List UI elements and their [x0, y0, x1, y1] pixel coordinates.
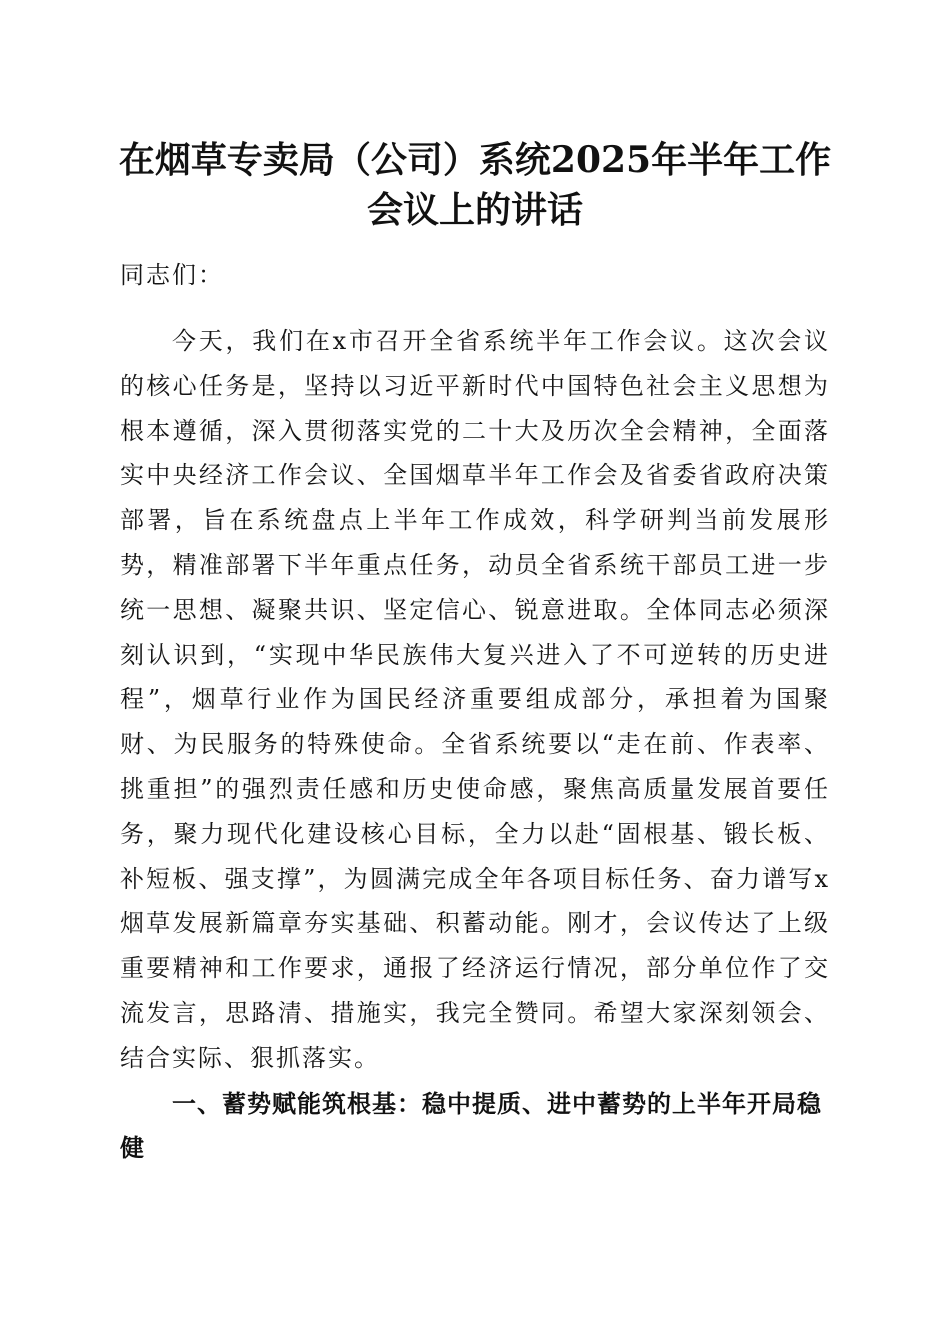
opening-paragraph: 今天，我们在x市召开全省系统半年工作会议。这次会议的核心任务是，坚持以习近平新时代中国特色社会主义思想为根本遵循，深入贯彻落实党的二十大及历次全会精神，全面落实中央经济工作会议、全国烟草半年工作会及省委省政府决策部署，旨在系统盘点上半年工作成效，科学研判当前发展形势，精准部署下半年重点任务，动员全省系统干部员工进一步统一思想、凝聚共识、坚定信心、锐意进取。全体同志必须深刻认识到，“实现中华民族伟大复兴进入了不可逆转的历史进程”，烟草行业作为国民经济重要组成部分，承担着为国聚财、为民服务的特殊使命。全省系统要以“走在前、作表率、挑重担”的强烈责任感和历史使命感，聚焦高质量发展首要任务，聚力现代化建设核心目标，全力以赴“固根基、锻长板、补短板、强支撑”，为圆满完成全年各项目标任务、奋力谱写x烟草发展新篇章夯实基础、积蓄动能。刚才，会议传达了上级重要精神和工作要求，通报了经济运行情况，部分单位作了交流发言，思路清、措施实，我完全赞同。希望大家深刻领会、结合实际、狠抓落实。	[120, 327, 830, 1072]
section-heading-1: 一、蓄势赋能筑根基：稳中提质、进中蓄势的上半年开局稳健	[120, 1090, 822, 1162]
salutation: 同志们：	[120, 261, 224, 289]
document-title-line-1: 在烟草专卖局（公司）系统2025年半年工作	[118, 139, 832, 181]
document-title-line-2: 会议上的讲话	[366, 189, 583, 231]
